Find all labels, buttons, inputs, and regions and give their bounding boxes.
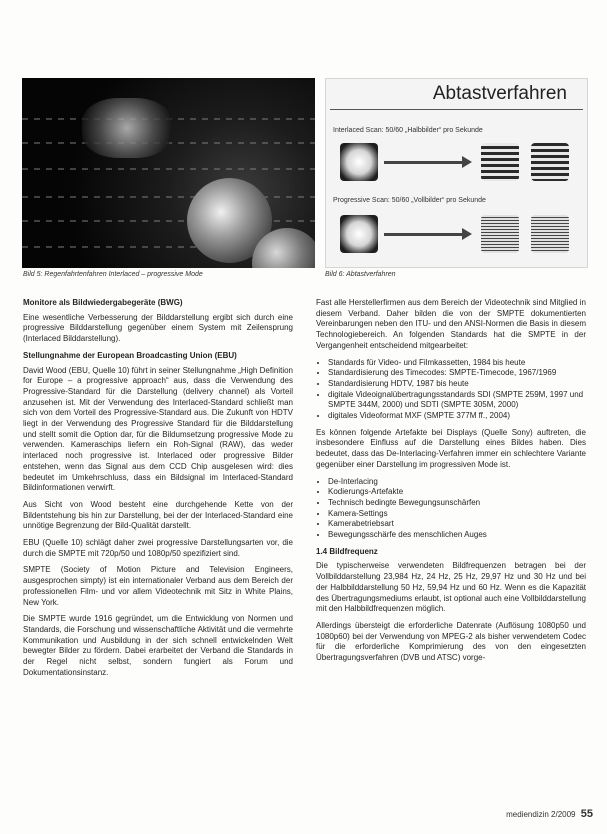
paragraph: EBU (Quelle 10) schlägt daher zwei progressive Darstellungsarten vor, die durch die SMPTE mit 720p/50 und 1080p/50 spezifiziert sind. xyxy=(23,538,293,558)
list-item: • Standardisierung HDTV, 1987 bis heute xyxy=(328,379,586,390)
paragraph: Die SMPTE wurde 1916 gegründet, um die Entwicklung von Normen und Standards, die Forschung und wissenschaftliche Aktivität und die vermehrte Kommunikation und Ausbildung in der sich schnell entwickelnden Welt bewegter Bilder zu fördern. Dabei erarbeitet der Verband die Standards in der Regel nicht selbst, sondern fungiert als Forum und Dokumentationsinstanz. xyxy=(23,614,293,677)
list-item: • Kamera-Settings xyxy=(328,509,586,520)
field-even-image xyxy=(531,143,569,181)
arrow-shaft xyxy=(384,161,464,164)
list-item: • digitale Videoignalübertragungsstandards SDI (SMPTE 259M, 1997 und SMPTE 344M, 2000) und SDTI (SMPTE 305M, 2000) xyxy=(328,390,586,411)
arrow-right-icon xyxy=(462,156,472,168)
field-odd-image xyxy=(481,143,519,181)
diagram-title: Abtastverfahren xyxy=(432,83,567,104)
paragraph: Eine wesentliche Verbesserung der Bilddarstellung ergibt sich durch eine progressive Bilddarstellung gegenüber einem System mit Zeilensprung (Interlaced Bilddarstellung). xyxy=(23,312,293,344)
section-heading-framerate: 1.4 Bildfrequenz xyxy=(316,546,378,556)
progressive-label: Progressive Scan: 50/60 „Vollbilder“ pro Sekunde xyxy=(333,197,486,204)
arrow-right-icon-2 xyxy=(462,228,472,240)
left-text-column xyxy=(23,298,293,685)
blurred-object xyxy=(82,98,172,158)
list-item: • Bewegungsschärfe des menschlichen Auges xyxy=(328,530,586,541)
paragraph: Allerdings übersteigt die erforderliche Datenrate (Auflösung 1080p50 und 1080p60) bei der Verwendung von MPEG-2 als bisher verwendetem Codec für die erforderliche Komprimierung des von den eingesetzten Übertragungsverfahren (DVB und ATSC) vorge- xyxy=(316,620,586,663)
list-item: • Technisch bedingte Bewegungsunschärfen xyxy=(328,498,586,509)
list-item: • digitales Videoformat MXF (SMPTE 377M ff., 2004) xyxy=(328,411,586,422)
paragraph: David Wood (EBU, Quelle 10) führt in seiner Stellungnahme „High Definition for Europe – a progressive approach“ aus, dass die Verwendung des Progressive-Standard für die Darstellung (delivery channel) als Vorteil anzusehen ist. Mit der Verwendung des Interlaced-Standard schließt man sich von dem Vorteil des Progressive-Standard aus. Die Zukunft von HDTV liegt in der Verwendung des Progressive Standard für die Bilddarstellung und stellt somit die Option dar, für die Bildumsetzung progressive Mode zu verwenden. Kameraschips liefern ein Roh-Signal (RAW), das weder interlaced noch progressive ist. Interlaced oder progressive Bilder entstehen, wenn das Signal aus dem CCD Chip ausgelesen wird: dies bedeutet im Umkehrschluss, dass ein Bildsignal im Interlaced-Standard Bildinformationen verwirft. xyxy=(23,365,293,493)
paragraph: SMPTE (Society of Motion Picture and Television Engineers, ausgesprochen simpty) ist ein internationaler Verband aus dem Bereich der professionellen Film- und vor allem Videotechnik mit Sitz in White Plains, New York. xyxy=(23,565,293,607)
smpte-standards-list xyxy=(316,358,586,422)
paragraph: Aus Sicht von Wood besteht eine durchgehende Kette von der Bildentstehung bis hin zur Darstellung, bei der der Interlaced-Standard eine unnötige Begrenzung der Bild-Qualität darstellt. xyxy=(23,499,293,531)
frame-image-2 xyxy=(531,215,569,253)
arrow-shaft-2 xyxy=(384,233,464,236)
scan-diagram xyxy=(325,78,588,268)
artifacts-list xyxy=(316,477,586,541)
figure-6-caption: Bild 6: Abtastverfahren xyxy=(325,271,396,278)
source-image-progressive xyxy=(340,215,378,253)
page-footer xyxy=(506,808,593,820)
diagram-divider xyxy=(330,109,583,110)
paragraph: Es können folgende Artefakte bei Displays (Quelle Sony) auftreten, die insbesondere Einfluss auf die Darstellung eines Bildes haben. Dies bedeutet, dass das De-Interlacing-Verfahren immer ein schlechtere Variante gegenüber einer Darstellung im progressiven Mode ist. xyxy=(316,427,586,469)
figure-5-caption: Bild 5: Regenfahrtenfahren Interlaced – progressive Mode xyxy=(23,271,203,278)
comparison-photo xyxy=(22,78,315,268)
interlaced-label: Interlaced Scan: 50/60 „Halbbilder“ pro Sekunde xyxy=(333,127,483,134)
paragraph: Fast alle Herstellerfirmen aus dem Bereich der Videotechnik sind Mitglied in diesem Verband. Daher bilden die von der SMPTE dokumentierten Vereinbarungen neben den ITU- und den ANSI-Normen die Basis in diesem Technologiebereich. An folgenden Standards hat die SMPTE in der Vergangenheit entscheidend mitgearbeitet: xyxy=(316,298,586,350)
frame-image-1 xyxy=(481,215,519,253)
source-image-interlaced xyxy=(340,143,378,181)
list-item: • De-Interlacing xyxy=(328,477,586,488)
section-heading-ebu: Stellungnahme der European Broadcasting Union (EBU) xyxy=(23,350,237,360)
publication-source: mediendizin 2/2009 xyxy=(506,810,576,819)
list-item: • Kamerabetriebsart xyxy=(328,519,586,530)
right-text-column xyxy=(316,298,586,670)
section-heading-monitors: Monitore als Bildwiedergabegeräte (BWG) xyxy=(23,298,183,307)
list-item: • Kodierungs-Artefakte xyxy=(328,487,586,498)
page-number: 55 xyxy=(580,808,593,820)
list-item: • Standardisierung des Timecodes: SMPTE-Timecode, 1967/1969 xyxy=(328,368,586,379)
list-item: • Standards für Video- und Filmkassetten, 1984 bis heute xyxy=(328,358,586,369)
paragraph: Die typischerweise verwendeten Bildfrequenzen betragen bei der Vollbilddarstellung 23,984 Hz, 24 Hz, 25 Hz, 29,97 Hz und 30 Hz und bei der Halbbilddarstellung 50 Hz, 59,94 Hz und 60 Hz. Wenn es die Kapazität des Übertragungsmediums erlaubt, ist optional auch eine Vollbilddarstellung mit den Halbbildfrequenzen möglich. xyxy=(316,561,586,614)
